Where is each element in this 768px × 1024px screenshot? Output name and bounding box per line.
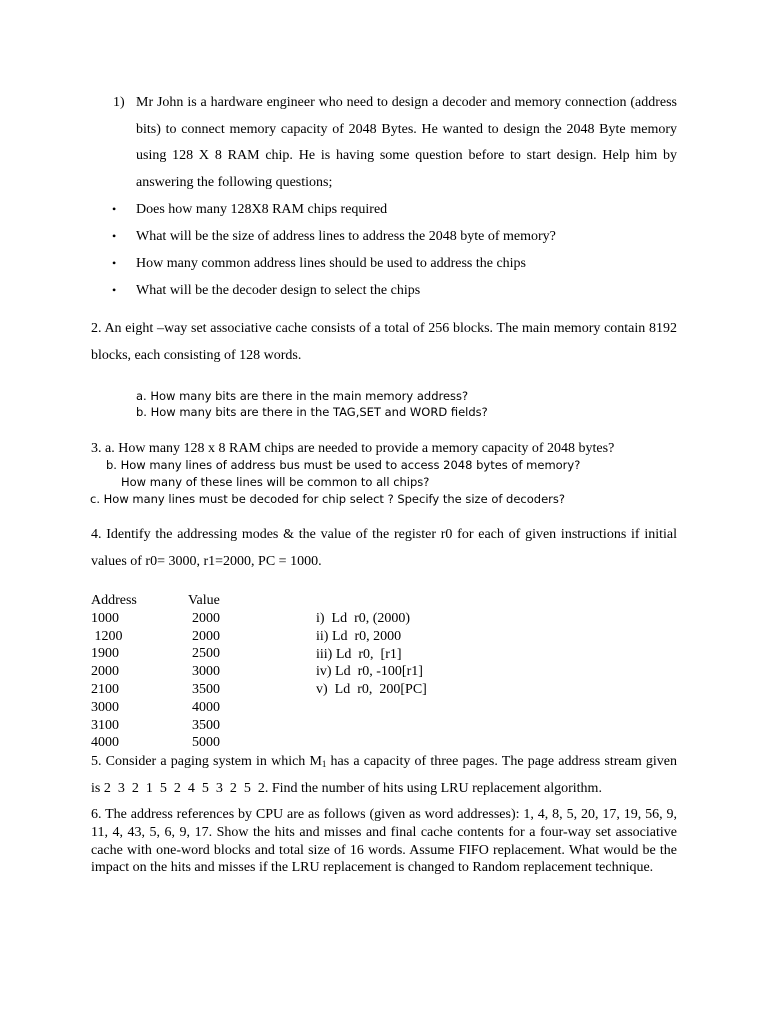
- q1-number: 1): [113, 95, 125, 110]
- q2-text: 2. An eight –way set associative cache consists of a total of 256 blocks. The main memory contain 8192 blocks, each consisting of 128 words.: [91, 321, 677, 363]
- q4-text: 4. Identify the addressing modes & the value of the register r0 for each of given instructions if initial values of r0= 3000, r1=2000, PC = 1000.: [91, 527, 677, 569]
- value-cell: 3500: [192, 717, 220, 733]
- instruction-item: iii) Ld r0, [r1]: [316, 646, 402, 662]
- address-cell: 2000: [91, 664, 119, 680]
- q3-line-c: c. How many lines must be decoded for chip select ? Specify the size of decoders?: [90, 492, 565, 506]
- address-cell: 1200: [91, 628, 123, 644]
- q3-line-b2: How many of these lines will be common to all chips?: [121, 475, 430, 489]
- value-cell: 3000: [192, 664, 220, 680]
- bullet-icon: •: [112, 256, 117, 270]
- address-cell: 2100: [91, 681, 119, 697]
- instruction-list: [316, 610, 427, 699]
- q6-text: 6. The address references by CPU are as follows (given as word addresses): 1, 4, 8, 5, 20, 17, 19, 56, 9, 11, 4, 43, 5, 6, 9, 17. Show the hits and misses and final cache contents for a four-way set associative cache with one-word blocks and total size of 16 words. Assume FIFO replacement. What would be the impact on the hits and misses if the LRU replacement is changed to Random replacement technique.: [91, 807, 677, 876]
- q2-sub-a: a. How many bits are there in the main memory address?: [136, 389, 469, 403]
- value-cell: 2000: [192, 610, 220, 626]
- list-item-text: What will be the size of address lines to address the 2048 byte of memory?: [136, 229, 556, 244]
- bullet-icon: •: [112, 283, 117, 297]
- q3-line-b: b. How many lines of address bus must be used to access 2048 bytes of memory?: [106, 458, 581, 472]
- q5-text-after: has a capacity of three pages. The page address stream given is 2 3 2 1 5 2 4 5 3 2 5 2. Find the number of hits using LRU replacement algorithm.: [91, 754, 681, 796]
- list-item: [112, 196, 682, 223]
- list-item-text: Does how many 128X8 RAM chips required: [136, 202, 388, 217]
- q5-text: [91, 749, 681, 802]
- address-cell: 3000: [91, 699, 119, 715]
- q5-text-before: 5. Consider a paging system in which M: [91, 754, 322, 769]
- column-header-address: Address: [91, 593, 137, 608]
- q3-line-a: 3. a. How many 128 x 8 RAM chips are needed to provide a memory capacity of 2048 bytes?: [91, 441, 615, 456]
- instruction-item: i) Ld r0, (2000): [316, 611, 411, 626]
- address-cell: 4000: [91, 735, 119, 751]
- value-cell: 5000: [192, 735, 220, 751]
- list-item-text: What will be the decoder design to select the chips: [136, 283, 421, 298]
- list-item: [112, 277, 682, 304]
- value-cell: 3500: [192, 681, 220, 697]
- q5-subscript: 1: [321, 759, 327, 769]
- q1-text: Mr John is a hardware engineer who need to design a decoder and memory connection (address bits) to connect memory capacity of 2048 Bytes. He wanted to design the 2048 Byte memory using 128 X 8 RAM chip. He is having some question before to start design. Help him by answering the following questions;: [136, 95, 677, 191]
- list-item: [112, 250, 682, 277]
- instruction-item: iv) Ld r0, -100[r1]: [316, 664, 423, 680]
- address-cell: 1900: [91, 646, 119, 662]
- bullet-icon: •: [112, 229, 117, 243]
- instruction-item: ii) Ld r0, 2000: [316, 628, 402, 644]
- address-cell: 3100: [91, 717, 119, 733]
- q2-sub-b: b. How many bits are there in the TAG,SET and WORD fields?: [136, 405, 488, 419]
- column-header-value: Value: [188, 593, 220, 608]
- list-item-text: How many common address lines should be used to address the chips: [136, 256, 526, 271]
- value-cell: 2000: [192, 628, 220, 644]
- address-cell: 1000: [91, 610, 119, 626]
- q1-bullet-list: [112, 196, 682, 304]
- value-cell: 4000: [192, 699, 220, 715]
- value-cell: 2500: [192, 646, 220, 662]
- instruction-item: v) Ld r0, 200[PC]: [316, 682, 427, 698]
- bullet-icon: •: [112, 202, 117, 216]
- list-item: [112, 223, 682, 250]
